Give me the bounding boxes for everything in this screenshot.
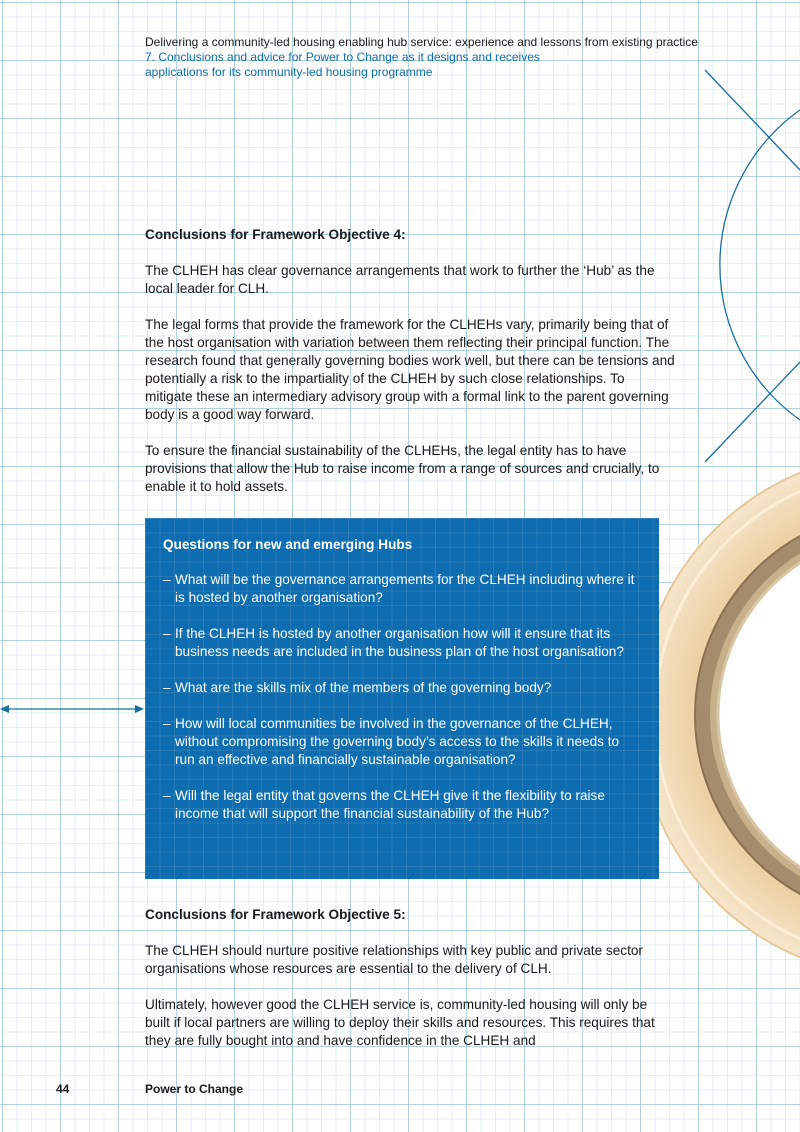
section-title-line-1: 7. Conclusions and advice for Power to Change as it designs and receives xyxy=(145,50,540,64)
dash-marker: – xyxy=(163,716,171,731)
objective-4-paragraph: The CLHEH has clear governance arrangements that work to further the ‘Hub’ as the local leader for CLH. xyxy=(145,263,655,296)
objective-5-section xyxy=(145,906,665,1068)
dash-marker: – xyxy=(163,626,171,641)
objective-4-section xyxy=(145,226,675,514)
questions-list xyxy=(163,571,637,823)
question-text: What will be the governance arrangements for the CLHEH including where it is hosted by another organisation? xyxy=(175,572,635,605)
objective-4-paragraph: To ensure the financial sustainability of the CLHEHs, the legal entity has to have provisions that allow the Hub to raise income from a range of sources and crucially, to enable it to hold assets. xyxy=(145,443,660,494)
publisher-name: Power to Change xyxy=(145,1082,244,1096)
question-item xyxy=(163,571,637,607)
dash-marker: – xyxy=(163,572,171,587)
question-text: Will the legal entity that governs the CLHEH give it the flexibility to raise income that will support the financial sustainability of the Hub? xyxy=(175,788,605,821)
dash-marker: – xyxy=(163,788,171,803)
question-item xyxy=(163,679,637,697)
objective-4-heading: Conclusions for Framework Objective 4: xyxy=(145,227,406,242)
tape-roll-image xyxy=(638,453,800,977)
question-item xyxy=(163,715,637,769)
questions-box xyxy=(145,518,659,879)
question-text: What are the skills mix of the members of the governing body? xyxy=(175,680,552,695)
running-header xyxy=(145,35,698,80)
compass-arc-lines xyxy=(705,70,800,462)
objective-5-paragraph: The CLHEH should nurture positive relationships with key public and private sector organisations whose resources are essential to the delivery of CLH. xyxy=(145,943,643,976)
question-item xyxy=(163,625,637,661)
section-title-line-2: applications for its community-led housing programme xyxy=(145,65,433,79)
question-item xyxy=(163,787,637,823)
objective-4-paragraph: The legal forms that provide the framework for the CLHEHs vary, primarily being that of the host organisation with variation between them reflecting their principal function. The research found that generally governing bodies work well, but there can be tensions and potentially a risk to the impartiality of the CLHEH by such close relationships. To mitigate these an intermediary advisory group with a formal link to the parent governing body is a good way forward. xyxy=(145,317,675,422)
questions-heading: Questions for new and emerging Hubs xyxy=(163,537,413,552)
double-arrow xyxy=(0,705,144,713)
question-text: How will local communities be involved in the governance of the CLHEH, without compromising the governing body’s access to the skills it needs to run an effective and financially sustainable organisation? xyxy=(175,716,620,767)
objective-5-heading: Conclusions for Framework Objective 5: xyxy=(145,907,406,922)
dash-marker: – xyxy=(163,680,171,695)
objective-5-paragraph: Ultimately, however good the CLHEH service is, community-led housing will only be built if local partners are willing to deploy their skills and resources. This requires that they are fully bought into and have confidence in the CLHEH and xyxy=(145,997,655,1048)
question-text: If the CLHEH is hosted by another organisation how will it ensure that its business needs are included in the business plan of the host organisation? xyxy=(175,626,624,659)
page-number: 44 xyxy=(56,1082,70,1096)
document-title: Delivering a community-led housing enabling hub service: experience and lessons from existing practice xyxy=(145,35,698,49)
